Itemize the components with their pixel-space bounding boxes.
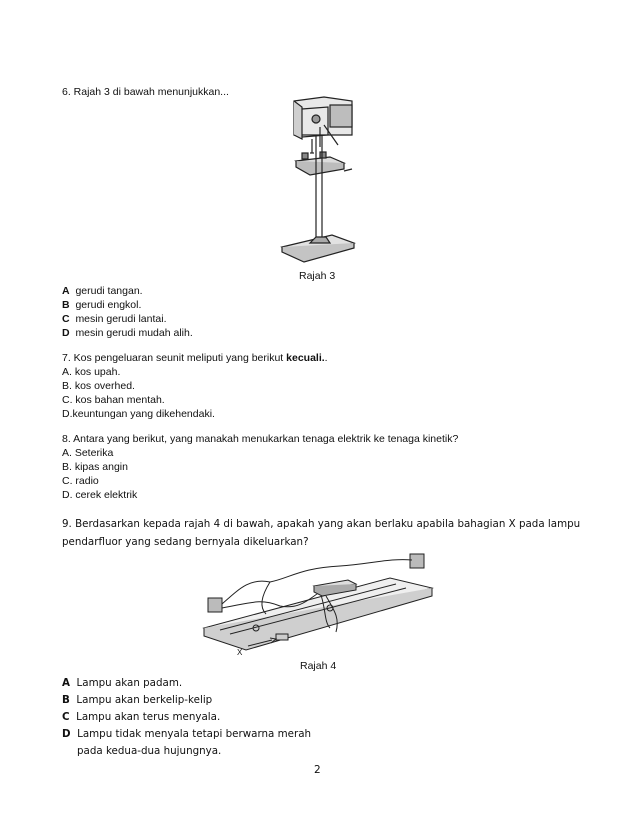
q9-option-d: D Lampu tidak menyala tetapi berwarna merah xyxy=(62,728,312,740)
q9-figure-caption: Rajah 4 xyxy=(300,660,337,672)
q8-option-b: B. kipas angin xyxy=(62,461,128,473)
q9-option-a: A Lampu akan padam. xyxy=(62,677,183,689)
drill-press-figure xyxy=(272,95,372,265)
q9-question-line2: pendarfluor yang sedang bernyala dikeluarkan? xyxy=(62,536,309,548)
q9-option-b: B Lampu akan berkelip-kelip xyxy=(62,694,213,706)
q7-option-b: B. kos overhed. xyxy=(62,380,135,392)
q7-option-c: C. kos bahan mentah. xyxy=(62,394,165,406)
q7-option-d: D.keuntungan yang dikehendaki. xyxy=(62,408,215,420)
q8-option-a: A. Seterika xyxy=(62,447,114,459)
q7-option-a: A. kos upah. xyxy=(62,366,121,378)
q9-question-line1: 9. Berdasarkan kepada rajah 4 di bawah, apakah yang akan berlaku apabila bahagian X pada lampu xyxy=(62,518,581,530)
q8-question: 8. Antara yang berikut, yang manakah menukarkan tenaga elektrik ke tenaga kinetik? xyxy=(62,433,459,445)
q6-question: 6. Rajah 3 di bawah menunjukkan... xyxy=(62,86,229,98)
q6-option-c: C mesin gerudi lantai. xyxy=(62,313,167,325)
q9-option-c: C Lampu akan terus menyala. xyxy=(62,711,221,723)
page-number: 2 xyxy=(314,764,321,776)
q8-option-c: C. radio xyxy=(62,475,99,487)
fluorescent-lamp-figure xyxy=(200,548,440,660)
q9-option-d-continuation: pada kedua-dua hujungnya. xyxy=(77,745,222,757)
q6-option-a: A gerudi tangan. xyxy=(62,285,143,297)
q8-option-d: D. cerek elektrik xyxy=(62,489,138,501)
q7-question: 7. Kos pengeluaran seunit meliputi yang berikut kecuali.. xyxy=(62,352,328,364)
q6-figure-caption: Rajah 3 xyxy=(299,270,336,282)
q6-option-d: D mesin gerudi mudah alih. xyxy=(62,327,193,339)
q6-option-b: B gerudi engkol. xyxy=(62,299,142,311)
q9-figure-label-x: X xyxy=(237,648,243,657)
